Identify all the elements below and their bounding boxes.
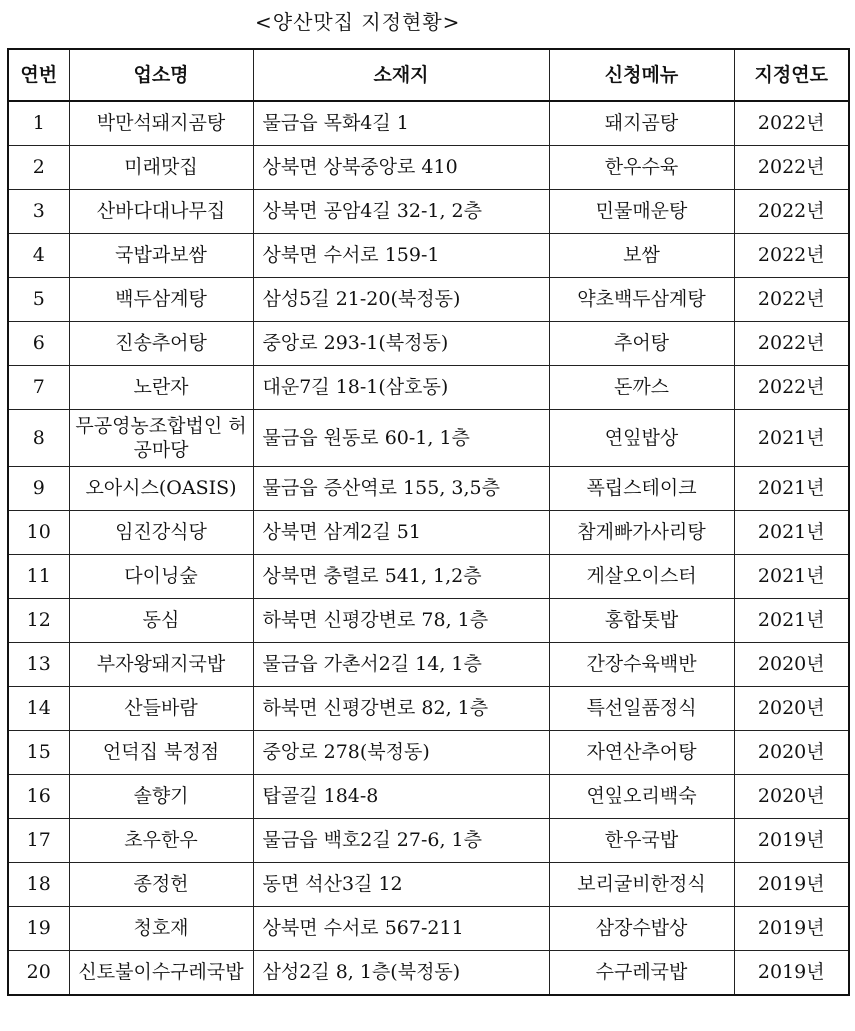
- cell-year: 2020년: [734, 731, 849, 775]
- cell-menu: 수구레국밥: [549, 951, 734, 996]
- table-row: [8, 775, 849, 819]
- cell-no: 15: [8, 731, 69, 775]
- cell-year: 2019년: [734, 951, 849, 996]
- cell-name: 신토불이수구레국밥: [69, 951, 253, 996]
- cell-name: 다이닝숲: [69, 555, 253, 599]
- cell-no: 5: [8, 278, 69, 322]
- document-title: <양산맛집 지정현황>: [255, 10, 461, 34]
- table-row: [8, 467, 849, 511]
- header-year: 지정연도: [734, 49, 849, 101]
- cell-menu: 한우국밥: [549, 819, 734, 863]
- cell-menu: 참게빠가사리탕: [549, 511, 734, 555]
- cell-year: 2022년: [734, 190, 849, 234]
- cell-address: 동면 석산3길 12: [253, 863, 549, 907]
- table-row: [8, 322, 849, 366]
- cell-no: 8: [8, 410, 69, 467]
- cell-menu: 돈까스: [549, 366, 734, 410]
- table-row: [8, 511, 849, 555]
- cell-year: 2019년: [734, 819, 849, 863]
- cell-address: 중앙로 293-1(북정동): [253, 322, 549, 366]
- cell-year: 2020년: [734, 775, 849, 819]
- cell-year: 2021년: [734, 555, 849, 599]
- cell-no: 9: [8, 467, 69, 511]
- cell-name: 박만석돼지곰탕: [69, 101, 253, 146]
- cell-year: 2020년: [734, 687, 849, 731]
- cell-name: 솔향기: [69, 775, 253, 819]
- cell-name: 오아시스(OASIS): [69, 467, 253, 511]
- cell-menu: 삼장수밥상: [549, 907, 734, 951]
- cell-address: 물금읍 백호2길 27-6, 1층: [253, 819, 549, 863]
- cell-menu: 추어탕: [549, 322, 734, 366]
- cell-year: 2022년: [734, 322, 849, 366]
- cell-address: 탑골길 184-8: [253, 775, 549, 819]
- cell-name: 청호재: [69, 907, 253, 951]
- cell-year: 2021년: [734, 467, 849, 511]
- table-row: [8, 234, 849, 278]
- cell-no: 20: [8, 951, 69, 996]
- cell-menu: 약초백두삼계탕: [549, 278, 734, 322]
- table-row: [8, 146, 849, 190]
- header-menu: 신청메뉴: [549, 49, 734, 101]
- cell-address: 상북면 공암4길 32-1, 2층: [253, 190, 549, 234]
- cell-menu: 연잎밥상: [549, 410, 734, 467]
- cell-address: 대운7길 18-1(삼호동): [253, 366, 549, 410]
- cell-name: 무공영농조합법인 허공마당: [69, 410, 253, 467]
- cell-no: 10: [8, 511, 69, 555]
- cell-menu: 자연산추어탕: [549, 731, 734, 775]
- table-row: [8, 863, 849, 907]
- table-row: [8, 278, 849, 322]
- cell-year: 2021년: [734, 511, 849, 555]
- cell-year: 2022년: [734, 146, 849, 190]
- table-row: [8, 190, 849, 234]
- cell-year: 2020년: [734, 643, 849, 687]
- cell-name: 미래맛집: [69, 146, 253, 190]
- cell-year: 2019년: [734, 907, 849, 951]
- cell-menu: 폭립스테이크: [549, 467, 734, 511]
- cell-no: 13: [8, 643, 69, 687]
- cell-no: 17: [8, 819, 69, 863]
- cell-name: 국밥과보쌈: [69, 234, 253, 278]
- cell-no: 1: [8, 101, 69, 146]
- table-row: [8, 951, 849, 996]
- cell-name: 노란자: [69, 366, 253, 410]
- header-row: [8, 49, 849, 101]
- cell-address: 물금읍 증산역로 155, 3,5층: [253, 467, 549, 511]
- header-name: 업소명: [69, 49, 253, 101]
- cell-year: 2022년: [734, 234, 849, 278]
- table-row: [8, 555, 849, 599]
- cell-year: 2022년: [734, 101, 849, 146]
- cell-name: 산바다대나무집: [69, 190, 253, 234]
- cell-menu: 홍합톳밥: [549, 599, 734, 643]
- cell-no: 2: [8, 146, 69, 190]
- cell-year: 2022년: [734, 278, 849, 322]
- cell-year: 2021년: [734, 410, 849, 467]
- table-row: [8, 731, 849, 775]
- cell-no: 7: [8, 366, 69, 410]
- cell-address: 상북면 수서로 159-1: [253, 234, 549, 278]
- cell-year: 2019년: [734, 863, 849, 907]
- cell-menu: 보쌈: [549, 234, 734, 278]
- cell-no: 4: [8, 234, 69, 278]
- cell-no: 6: [8, 322, 69, 366]
- cell-address: 삼성5길 21-20(북정동): [253, 278, 549, 322]
- cell-menu: 보리굴비한정식: [549, 863, 734, 907]
- cell-menu: 민물매운탕: [549, 190, 734, 234]
- cell-menu: 간장수육백반: [549, 643, 734, 687]
- cell-address: 상북면 충렬로 541, 1,2층: [253, 555, 549, 599]
- table-row: [8, 101, 849, 146]
- cell-address: 물금읍 원동로 60-1, 1층: [253, 410, 549, 467]
- cell-menu: 특선일품정식: [549, 687, 734, 731]
- cell-no: 14: [8, 687, 69, 731]
- cell-menu: 돼지곰탕: [549, 101, 734, 146]
- cell-address: 삼성2길 8, 1층(북정동): [253, 951, 549, 996]
- cell-name: 백두삼계탕: [69, 278, 253, 322]
- header-address: 소재지: [253, 49, 549, 101]
- cell-address: 하북면 신평강변로 82, 1층: [253, 687, 549, 731]
- cell-no: 3: [8, 190, 69, 234]
- cell-name: 언덕집 북정점: [69, 731, 253, 775]
- cell-year: 2021년: [734, 599, 849, 643]
- cell-name: 종정헌: [69, 863, 253, 907]
- cell-address: 물금읍 가촌서2길 14, 1층: [253, 643, 549, 687]
- table-row: [8, 819, 849, 863]
- table-row: [8, 907, 849, 951]
- cell-no: 16: [8, 775, 69, 819]
- cell-menu: 연잎오리백숙: [549, 775, 734, 819]
- table-row: [8, 687, 849, 731]
- header-no: 연번: [8, 49, 69, 101]
- cell-address: 상북면 수서로 567-211: [253, 907, 549, 951]
- cell-name: 산들바람: [69, 687, 253, 731]
- cell-menu: 한우수육: [549, 146, 734, 190]
- cell-address: 물금읍 목화4길 1: [253, 101, 549, 146]
- restaurant-table: [7, 48, 850, 996]
- cell-address: 상북면 상북중앙로 410: [253, 146, 549, 190]
- table-row: [8, 410, 849, 467]
- cell-address: 상북면 삼계2길 51: [253, 511, 549, 555]
- cell-name: 초우한우: [69, 819, 253, 863]
- cell-no: 11: [8, 555, 69, 599]
- cell-no: 12: [8, 599, 69, 643]
- cell-name: 진송추어탕: [69, 322, 253, 366]
- cell-no: 19: [8, 907, 69, 951]
- table-row: [8, 366, 849, 410]
- cell-name: 임진강식당: [69, 511, 253, 555]
- cell-year: 2022년: [734, 366, 849, 410]
- table-row: [8, 643, 849, 687]
- cell-name: 부자왕돼지국밥: [69, 643, 253, 687]
- cell-address: 중앙로 278(북정동): [253, 731, 549, 775]
- table-row: [8, 599, 849, 643]
- cell-name: 동심: [69, 599, 253, 643]
- cell-address: 하북면 신평강변로 78, 1층: [253, 599, 549, 643]
- cell-menu: 게살오이스터: [549, 555, 734, 599]
- cell-no: 18: [8, 863, 69, 907]
